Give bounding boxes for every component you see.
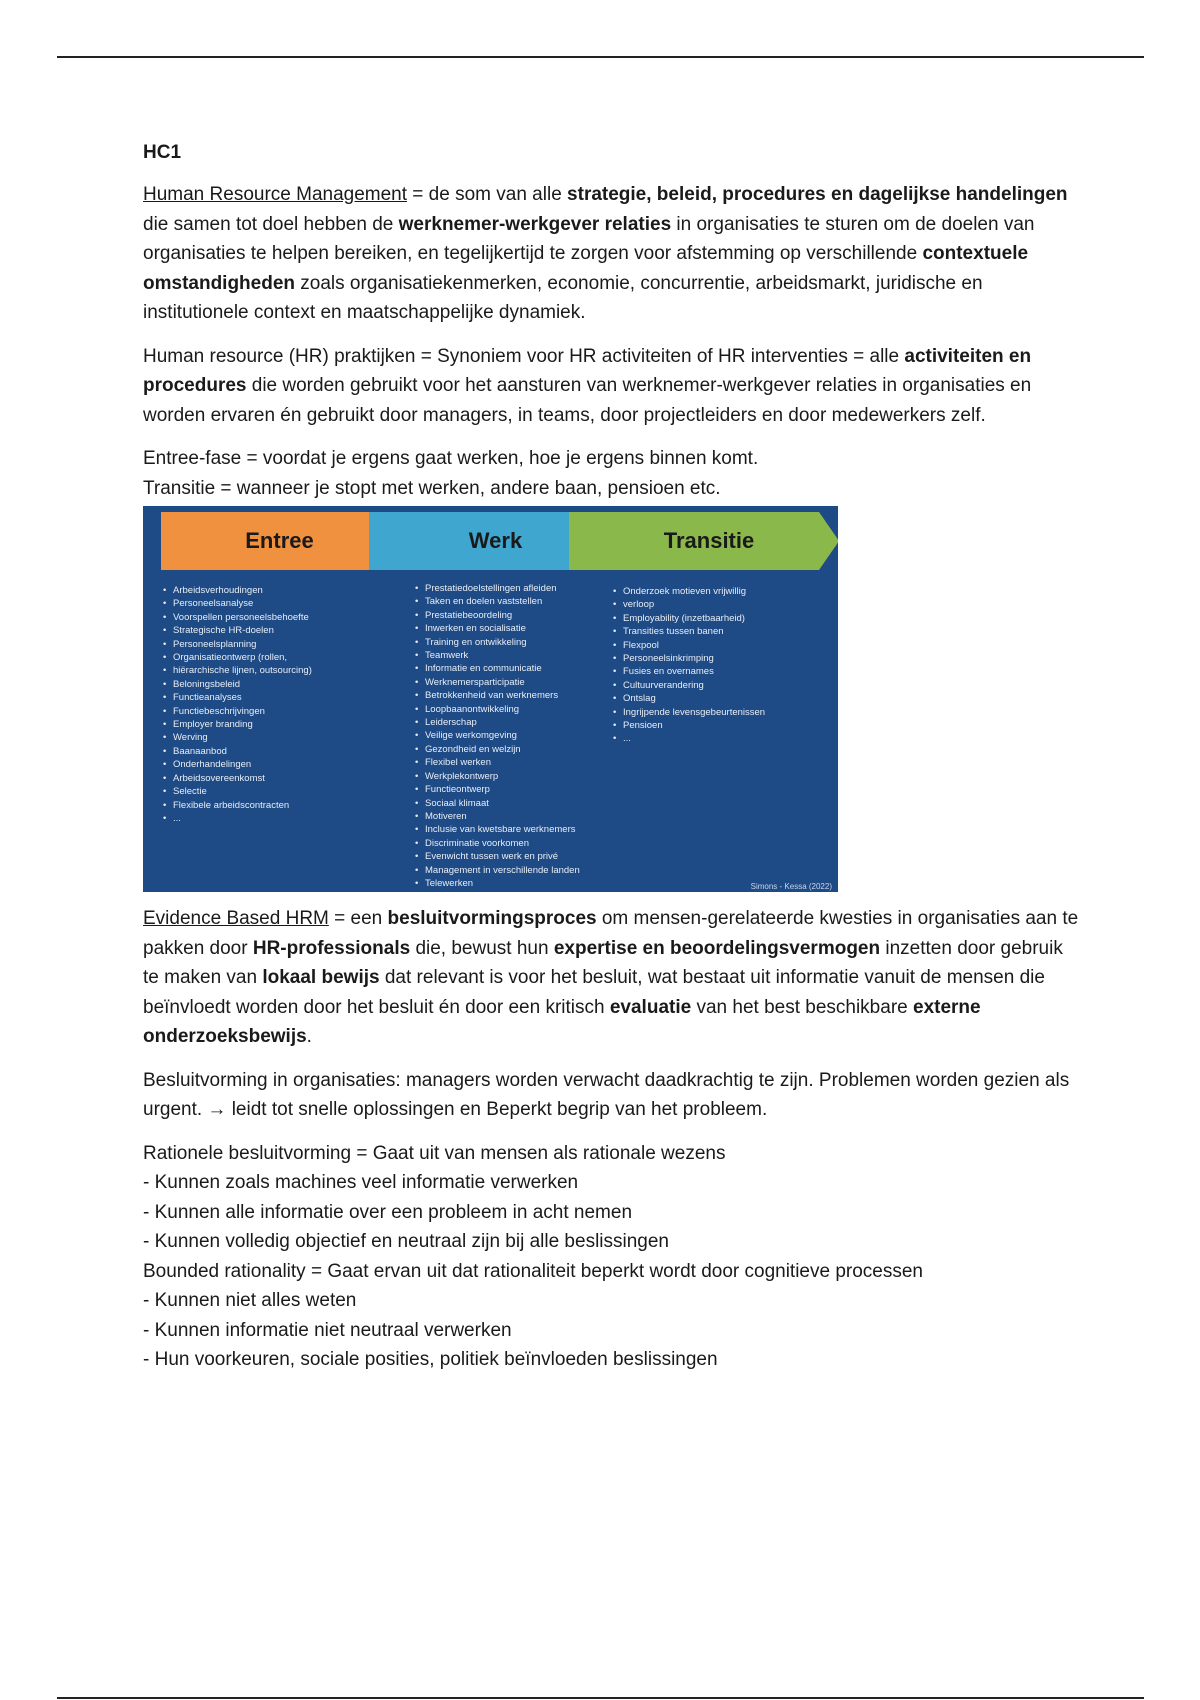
- figure-list-item: • Voorspellen personeelsbehoefte: [163, 611, 312, 624]
- figure-list-item: • Organisatieontwerp (rollen,: [163, 651, 312, 664]
- bounded-item: - Hun voorkeuren, sociale posities, politiek beïnvloeden beslissingen: [143, 1349, 718, 1370]
- transitie-activities-list: [613, 585, 765, 746]
- ebhrm-text-4: inzetten door gebruik te maken van: [143, 937, 1063, 988]
- hrm-bold-1: strategie, beleid, procedures en dagelijkse handelingen: [567, 184, 1068, 205]
- document-body: [143, 140, 1083, 1375]
- figure-list-item: • Onderzoek motieven vrijwillig: [613, 585, 765, 598]
- figure-list-item: • Inwerken en socialisatie: [415, 622, 580, 635]
- hrm-term: Human Resource Management: [143, 184, 408, 205]
- bounded-rationality-title: Bounded rationality = Gaat ervan uit dat rationaliteit beperkt wordt door cognitieve processen: [143, 1260, 923, 1282]
- figure-list-item: • Personeelsanalyse: [163, 597, 312, 610]
- figure-list-item: • Flexpool: [613, 639, 765, 652]
- figure-list-item: • Sociaal klimaat: [415, 797, 580, 810]
- figure-list-item: • Employer branding: [163, 718, 312, 731]
- rational-item: - Kunnen zoals machines veel informatie verwerken: [143, 1172, 579, 1193]
- figure-list-item: • Telewerken: [415, 877, 580, 890]
- figure-list-item: • Teamwerk: [415, 649, 580, 662]
- bounded-item: - Kunnen niet alles weten: [143, 1290, 357, 1311]
- hrm-text-2: die samen tot doel hebben de: [143, 213, 399, 235]
- figure-list-item: • Management in verschillende landen: [415, 864, 580, 877]
- figure-list-item: • Functiebeschrijvingen: [163, 705, 312, 718]
- werk-activities-list: [415, 582, 580, 890]
- bounded-item: - Kunnen informatie niet neutraal verwerken: [143, 1319, 512, 1341]
- figure-list-item: • Ingrijpende levensgebeurtenissen: [613, 706, 765, 719]
- hrm-bold-3: contextuele omstandigheden: [143, 243, 1029, 294]
- figure-list-item: • Cultuurverandering: [613, 679, 765, 692]
- rational-item: - Kunnen volledig objectief en neutraal zijn bij alle beslissingen: [143, 1231, 669, 1252]
- figure-list-item: • hiërarchische lijnen, outsourcing): [163, 664, 312, 677]
- ebhrm-text-6: van het best beschikbare: [691, 996, 913, 1018]
- practices-bold-1: activiteiten en procedures: [143, 345, 1032, 396]
- figure-list-item: • Prestatiedoelstellingen afleiden: [415, 582, 580, 595]
- figure-list-item: • Personeelsinkrimping: [613, 652, 765, 665]
- figure-list-item: • Discriminatie voorkomen: [415, 837, 580, 850]
- figure-list-item: • Pensioen: [613, 719, 765, 732]
- figure-list-item: • Personeelsplanning: [163, 638, 312, 651]
- transitie-chevron-tip: [819, 512, 838, 570]
- figure-list-item: • Betrokkenheid van werknemers: [415, 689, 580, 702]
- hrm-text-3: in organisaties te sturen om de doelen van organisaties te helpen bereiken, en tegelijkertijd te zorgen voor afstemming op verschillende: [143, 213, 1035, 264]
- phase-entree-arrow: Entree: [161, 512, 398, 570]
- figure-list-item: • Prestatiebeoordeling: [415, 609, 580, 622]
- figure-list-item: • Werknemersparticipatie: [415, 676, 580, 689]
- figure-list-item: • Transities tussen banen: [613, 625, 765, 638]
- ebhrm-text-3: die, bewust hun: [410, 937, 554, 959]
- hrm-text-4: zoals organisatiekenmerken, economie, concurrentie, arbeidsmarkt, juridische en institutionele context en maatschappelijke dynamiek.: [143, 272, 983, 323]
- ebhrm-text-1: = een: [328, 908, 388, 929]
- figure-list-item: • Informatie en communicatie: [415, 662, 580, 675]
- ebhrm-text-2: om mensen-gerelateerde kwesties in organisaties aan te pakken door: [143, 908, 1079, 959]
- entree-activities-list: [163, 584, 312, 825]
- figure-list-item: • Gezondheid en welzijn: [415, 743, 580, 756]
- figure-list-item: • Taken en doelen vaststellen: [415, 595, 580, 608]
- page-heading: HC1: [143, 142, 182, 163]
- ebhrm-term: Evidence Based HRM: [143, 908, 329, 929]
- decision-making-paragraph: Besluitvorming in organisaties: managers worden verwacht daadkrachtig te zijn. Problemen worden gezien als urgent. → leidt tot snelle oplossingen en Beperkt begrip van het probleem.: [143, 1069, 1070, 1120]
- ebhrm-bold-3: expertise en beoordelingsvermogen: [553, 937, 881, 959]
- figure-list-item: • Inclusie van kwetsbare werknemers: [415, 823, 580, 836]
- figure-list-item: • Functieanalyses: [163, 691, 312, 704]
- figure-list-item: • Ontslag: [613, 692, 765, 705]
- figure-list-item: • Fusies en overnames: [613, 665, 765, 678]
- rational-decision-title: Rationele besluitvorming = Gaat uit van mensen als rationale wezens: [143, 1142, 726, 1164]
- ebhrm-text-7: .: [306, 1026, 312, 1047]
- hr-phases-figure: [143, 506, 838, 892]
- ebhrm-bold-5: evaluatie: [609, 996, 692, 1018]
- practices-text-1: Human resource (HR) praktijken = Synoniem voor HR activiteiten of HR interventies = alle: [143, 345, 905, 367]
- ebhrm-definition: [143, 904, 1083, 1052]
- figure-list-item: • Werving: [163, 731, 312, 744]
- figure-list-item: • Werkplekontwerp: [415, 770, 580, 783]
- figure-list-item: • Arbeidsovereenkomst: [163, 772, 312, 785]
- figure-list-item: • Flexibel werken: [415, 756, 580, 769]
- footer-rule: [57, 1697, 1144, 1699]
- figure-list-item: • Leiderschap: [415, 716, 580, 729]
- figure-list-item: • Employability (inzetbaarheid): [613, 612, 765, 625]
- figure-list-item: • Training en ontwikkeling: [415, 636, 580, 649]
- phase-werk-arrow: Werk: [369, 512, 584, 570]
- figure-list-item: • ...: [613, 732, 765, 745]
- ebhrm-text-5: dat relevant is voor het besluit, wat bestaat uit informatie vanuit de mensen die beïnvloedt worden door het besluit én door een kritisch: [143, 967, 1045, 1018]
- figure-list-item: • ...: [163, 812, 312, 825]
- figure-list-item: • Loopbaanontwikkeling: [415, 703, 580, 716]
- rational-item: - Kunnen alle informatie over een probleem in acht nemen: [143, 1201, 633, 1223]
- practices-text-2: die worden gebruikt voor het aansturen van werknemer-werkgever relaties in organisaties en worden ervaren én gebruikt door managers, in teams, door projectleiders en door medewerkers zelf.: [143, 375, 1032, 426]
- ebhrm-bold-6: externe onderzoeksbewijs: [143, 996, 981, 1047]
- figure-list-item: • Motiveren: [415, 810, 580, 823]
- ebhrm-bold-2: HR-professionals: [252, 937, 411, 959]
- figure-list-item: • Onderhandelingen: [163, 758, 312, 771]
- figure-list-item: • Functieontwerp: [415, 783, 580, 796]
- hrm-bold-2: werknemer-werkgever relaties: [398, 213, 672, 235]
- figure-credit: Simons - Kessa (2022): [750, 882, 832, 891]
- phase-transitie-arrow: Transitie: [569, 512, 819, 570]
- figure-list-item: • Baanaanbod: [163, 745, 312, 758]
- figure-list-item: • Veilige werkomgeving: [415, 729, 580, 742]
- figure-list-item: • Beloningsbeleid: [163, 678, 312, 691]
- figure-list-item: • Flexibele arbeidscontracten: [163, 799, 312, 812]
- ebhrm-bold-1: besluitvormingsproces: [387, 908, 597, 929]
- hrm-definition: [143, 180, 1083, 328]
- figure-list-item: • Evenwicht tussen werk en privé: [415, 850, 580, 863]
- figure-list-item: • Strategische HR-doelen: [163, 624, 312, 637]
- transitie-phase-line: Transitie = wanneer je stopt met werken, andere baan, pensioen etc.: [143, 477, 721, 499]
- hr-practices-definition: [143, 342, 1083, 431]
- figure-list-item: • Arbeidsverhoudingen: [163, 584, 312, 597]
- figure-list-item: • Selectie: [163, 785, 312, 798]
- hrm-text-1: = de som van alle: [407, 184, 568, 205]
- ebhrm-bold-4: lokaal bewijs: [262, 967, 380, 988]
- header-rule: [57, 56, 1144, 58]
- figure-list-item: • verloop: [613, 598, 765, 611]
- entree-phase-line: Entree-fase = voordat je ergens gaat werken, hoe je ergens binnen komt.: [143, 448, 759, 469]
